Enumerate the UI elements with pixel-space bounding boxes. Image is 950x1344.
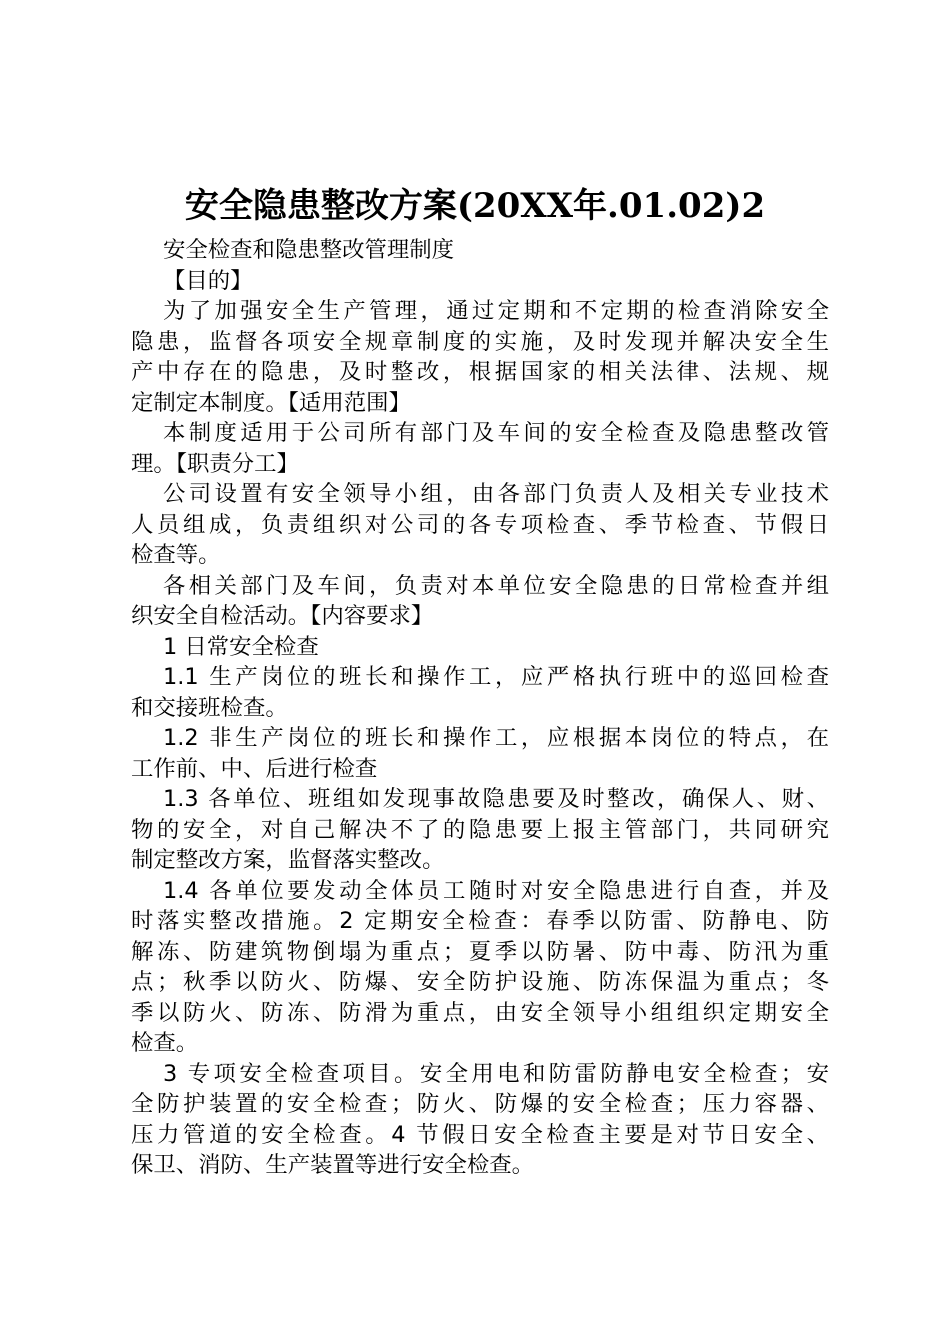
text-line: 1.4 各单位要发动全体员工随时对安全隐患进行自查，并及 (163, 877, 829, 904)
text-line: 点；秋季以防火、防爆、安全防护设施、防冻保温为重点；冬 (131, 969, 829, 995)
text-line: 定制定本制度。【适用范围】 (131, 389, 411, 416)
text-line: 隐患，监督各项安全规章制度的实施，及时发现并解决安全生 (131, 328, 829, 355)
text-line: 和交接班检查。 (131, 694, 288, 721)
text-line: 1.3 各单位、班组如发现事故隐患要及时整改，确保人、财、 (163, 786, 829, 812)
text-line: 1.2 非生产岗位的班长和操作工，应根据本岗位的特点，在 (163, 725, 829, 751)
text-line: 物的安全，对自己解决不了的隐患要上报主管部门，共同研究 (131, 816, 829, 843)
text-line: 本制度适用于公司所有部门及车间的安全检查及隐患整改管 (163, 420, 829, 446)
text-line: 检查。 (131, 1030, 199, 1056)
text-line: 人员组成，负责组织对公司的各专项检查、季节检查、节假日 (131, 511, 829, 538)
text-line: 压力管道的安全检查。4 节假日安全检查主要是对节日安全、 (131, 1121, 829, 1148)
text-line: 【目的】 (163, 267, 253, 294)
text-line: 工作前、中、后进行检查 (131, 755, 378, 782)
text-line: 全防护装置的安全检查；防火、防爆的安全检查；压力容器、 (131, 1091, 829, 1117)
text-line: 产中存在的隐患，及时整改，根据国家的相关法律、法规、规 (131, 359, 829, 385)
text-line: 检查等。 (131, 542, 221, 568)
text-line: 各相关部门及车间，负责对本单位安全隐患的日常检查并组 (163, 572, 829, 599)
text-line: 织安全自检活动。【内容要求】 (131, 603, 434, 629)
document-title: 安全隐患整改方案(20XX年.01.02)2 (184, 186, 766, 226)
text-line: 时落实整改措施。2 定期安全检查：春季以防雷、防静电、防 (131, 908, 829, 934)
text-line: 为了加强安全生产管理，通过定期和不定期的检查消除安全 (163, 298, 829, 324)
document-body (131, 235, 829, 1181)
text-line: 制定整改方案，监督落实整改。 (131, 847, 445, 873)
text-line: 1.1 生产岗位的班长和操作工，应严格执行班中的巡回检查 (163, 664, 829, 690)
text-line: 公司设置有安全领导小组，由各部门负责人及相关专业技术 (163, 481, 829, 507)
text-line: 3 专项安全检查项目。安全用电和防雷防静电安全检查；安 (163, 1060, 829, 1087)
text-line: 安全检查和隐患整改管理制度 (163, 237, 455, 263)
text-line: 1 日常安全检查 (163, 633, 319, 660)
text-line: 保卫、消防、生产装置等进行安全检查。 (131, 1152, 535, 1178)
text-line: 解冻、防建筑物倒塌为重点；夏季以防暑、防中毒、防汛为重 (131, 938, 829, 965)
text-line: 理。【职责分工】 (131, 450, 299, 477)
text-line: 季以防火、防冻、防滑为重点，由安全领导小组组织定期安全 (131, 999, 829, 1026)
